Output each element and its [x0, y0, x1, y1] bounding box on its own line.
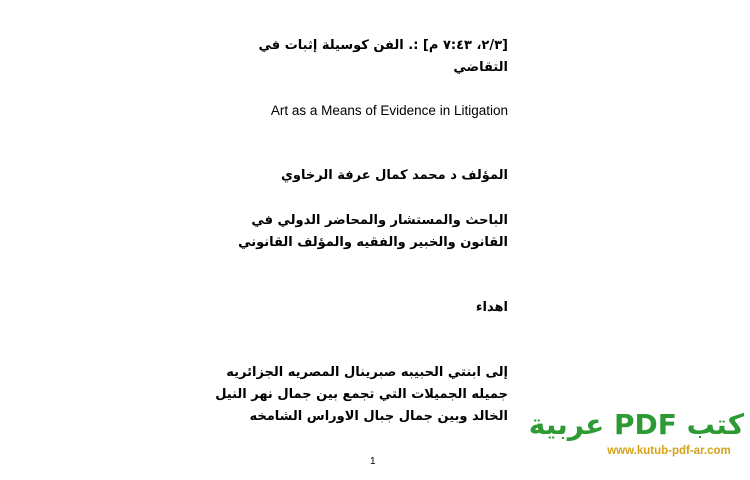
dedication-line-2: جميله الجميلات التي تجمع بين جمال نهر النيل — [215, 387, 508, 402]
author-description — [218, 210, 508, 254]
watermark-brand: كتب PDF عربية — [528, 408, 744, 441]
title-line-1: [٢/٣، ٧:٤٣ م] :. الفن كوسيلة إثبات في — [258, 38, 508, 53]
author-line: المؤلف د محمد كمال عرفة الرخاوي — [281, 168, 508, 183]
watermark-url: www.kutub-pdf-ar.com — [607, 445, 731, 457]
title-line-2: التقاضي — [453, 60, 508, 75]
page-number: 1 — [370, 456, 376, 467]
dedication-heading-text: اهداء — [475, 300, 508, 315]
dedication-text — [215, 362, 508, 428]
english-title: Art as a Means of Evidence in Litigation — [270, 103, 508, 118]
title-block — [218, 35, 508, 79]
dedication-heading — [218, 297, 508, 319]
dedication-line-3: الخالد وبين جمال جبال الاوراس الشامخه — [249, 409, 508, 424]
dedication-line-1: إلى ابنتي الحبيبه صبرينال المصريه الجزائريه — [226, 365, 508, 380]
author-name — [218, 165, 508, 187]
author-desc-line-2: القانون والخبير والفقيه والمؤلف القانوني — [238, 235, 508, 250]
author-desc-line-1: الباحث والمستشار والمحاضر الدولي في — [251, 213, 508, 228]
watermark-logo — [528, 408, 744, 458]
